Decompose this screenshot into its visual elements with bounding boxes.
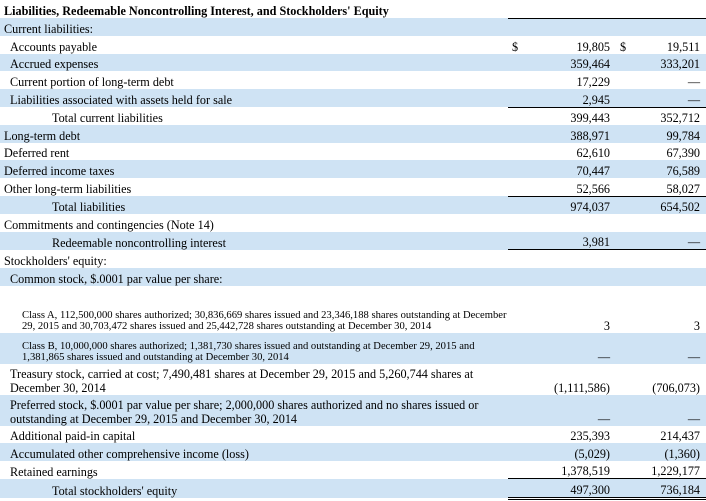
table-row xyxy=(0,426,706,444)
dollar-sign xyxy=(508,0,528,18)
table-row xyxy=(0,89,706,107)
row-label: Liabilities associated with assets held for sale xyxy=(0,89,508,107)
row-label: Other long-term liabilities xyxy=(4,182,132,197)
row-label: Retained earnings xyxy=(10,464,98,479)
dollar-sign xyxy=(508,461,528,479)
row-label: Redeemable noncontrolling interest xyxy=(0,232,508,250)
value-2014: (1,360) xyxy=(628,443,706,461)
value-2014: 1,229,177 xyxy=(628,461,706,479)
value-2015: 70,447 xyxy=(528,160,616,178)
dollar-sign xyxy=(616,232,628,250)
row-label: Additional paid-in capital xyxy=(10,429,136,444)
dollar-sign xyxy=(616,364,628,395)
table-row xyxy=(0,71,706,89)
value-2014: (706,073) xyxy=(652,380,700,395)
dollar-sign xyxy=(616,0,628,18)
table-row xyxy=(0,286,706,333)
dollar-sign xyxy=(508,107,528,125)
dollar-sign xyxy=(616,286,628,333)
dollar-sign xyxy=(508,250,528,268)
value-2015 xyxy=(528,0,616,18)
value-2014: — xyxy=(687,74,700,89)
dollar-sign xyxy=(508,232,528,250)
value-2015: 3,981 xyxy=(528,232,616,250)
row-label: Class A, 112,500,000 shares authorized; 30,836,669 shares issued and 23,346,188 shares outstanding at December 29, 2015 and 30,703,472 shares issued and 25,442,728 shares outstanding at December 30, 2014 xyxy=(22,309,507,332)
dollar-sign xyxy=(508,268,528,286)
dollar-sign xyxy=(616,54,628,72)
dollar-sign xyxy=(508,286,528,333)
value-2015: 19,805 xyxy=(576,39,610,54)
value-2014: 352,712 xyxy=(660,111,700,126)
value-2015: 399,443 xyxy=(570,111,610,126)
table-row xyxy=(0,0,706,18)
dollar-sign xyxy=(508,160,528,178)
dollar-sign xyxy=(508,71,528,89)
value-2015: 1,378,519 xyxy=(528,461,616,479)
value-2015: 3 xyxy=(603,318,610,333)
value-2014: — xyxy=(628,89,706,107)
dollar-sign xyxy=(508,426,528,444)
table-row xyxy=(0,461,706,479)
table-row xyxy=(0,333,706,364)
value-2014 xyxy=(628,268,706,286)
row-label: Commitments and contingencies (Note 14) xyxy=(4,217,214,232)
value-2014: 99,784 xyxy=(628,125,706,143)
table-row xyxy=(0,196,706,214)
dollar-sign xyxy=(508,443,528,461)
dollar-sign xyxy=(616,178,628,196)
dollar-sign xyxy=(616,18,628,36)
dollar-sign xyxy=(616,479,628,499)
value-2015: — xyxy=(528,395,616,426)
row-label: Stockholders' equity: xyxy=(4,253,107,268)
dollar-sign xyxy=(508,125,528,143)
table-row xyxy=(0,443,706,461)
table-row xyxy=(0,107,706,125)
value-2015: (5,029) xyxy=(528,443,616,461)
value-2015: 974,037 xyxy=(528,196,616,214)
value-2014: 58,027 xyxy=(628,178,706,196)
value-2014: 333,201 xyxy=(628,54,706,72)
table-row xyxy=(0,364,706,395)
dollar-sign xyxy=(616,395,628,426)
table-row xyxy=(0,232,706,250)
dollar-sign xyxy=(616,196,628,214)
dollar-sign xyxy=(616,426,628,444)
value-2015: 388,971 xyxy=(528,125,616,143)
value-2015: 17,229 xyxy=(576,74,610,89)
dollar-sign xyxy=(616,143,628,161)
table-row xyxy=(0,214,706,232)
value-2014: — xyxy=(628,333,706,364)
value-2015: (1,111,586) xyxy=(554,380,610,395)
value-2015: 52,566 xyxy=(528,178,616,196)
row-label: Long-term debt xyxy=(0,125,508,143)
row-label: Accrued expenses xyxy=(0,54,508,72)
value-2014: 19,511 xyxy=(666,39,700,54)
dollar-sign: $ xyxy=(620,39,627,54)
value-2014: — xyxy=(628,395,706,426)
value-2014: 67,390 xyxy=(666,146,700,161)
dollar-sign xyxy=(508,18,528,36)
table-row xyxy=(0,36,706,54)
row-label: Total liabilities xyxy=(0,196,508,214)
dollar-sign xyxy=(508,178,528,196)
value-2015 xyxy=(528,18,616,36)
row-label: Total current liabilities xyxy=(52,111,163,126)
value-2014 xyxy=(628,250,706,268)
dollar-sign xyxy=(616,125,628,143)
table-row xyxy=(0,178,706,196)
dollar-sign xyxy=(508,196,528,214)
row-label: Preferred stock, $.0001 par value per share; 2,000,000 shares authorized and no shares issued or outstanding at December 29, 2015 and December 30, 2014 xyxy=(0,395,508,426)
value-2015 xyxy=(528,214,616,232)
dollar-sign xyxy=(616,160,628,178)
row-label: Class B, 10,000,000 shares authorized; 1,381,730 shares issued and outstanding at December 29, 2015 and 1,381,865 shares issued and outstanding at December 30, 2014 xyxy=(0,333,508,364)
value-2014: 214,437 xyxy=(660,429,700,444)
row-label: Deferred rent xyxy=(4,146,70,161)
value-2015: 359,464 xyxy=(528,54,616,72)
value-2014 xyxy=(628,18,706,36)
dollar-sign xyxy=(616,89,628,107)
dollar-sign xyxy=(616,250,628,268)
dollar-sign xyxy=(508,143,528,161)
value-2014: 3 xyxy=(693,318,700,333)
value-2014: 654,502 xyxy=(628,196,706,214)
row-label: Accounts payable xyxy=(10,39,97,54)
dollar-sign xyxy=(508,214,528,232)
dollar-sign xyxy=(508,89,528,107)
value-2014 xyxy=(628,214,706,232)
table-row xyxy=(0,479,706,499)
value-2015: 62,610 xyxy=(576,146,610,161)
table-row xyxy=(0,268,706,286)
dollar-sign xyxy=(616,71,628,89)
table-row xyxy=(0,125,706,143)
dollar-sign xyxy=(508,364,528,395)
value-2015: — xyxy=(528,333,616,364)
value-2015: 497,300 xyxy=(528,479,616,499)
dollar-sign xyxy=(616,107,628,125)
dollar-sign xyxy=(508,54,528,72)
row-label: Treasury stock, carried at cost; 7,490,481 shares at December 29, 2015 and 5,260,744 shares at December 30, 2014 xyxy=(10,366,474,395)
dollar-sign: $ xyxy=(512,39,519,54)
dollar-sign xyxy=(508,395,528,426)
dollar-sign xyxy=(616,268,628,286)
row-label: Liabilities, Redeemable Noncontrolling Interest, and Stockholders' Equity xyxy=(4,4,389,19)
table-row xyxy=(0,395,706,426)
dollar-sign xyxy=(616,214,628,232)
value-2015: 2,945 xyxy=(528,89,616,107)
value-2014: 76,589 xyxy=(628,160,706,178)
row-label: Current liabilities: xyxy=(0,18,508,36)
table-row xyxy=(0,54,706,72)
value-2014 xyxy=(628,0,706,18)
row-label: Common stock, $.0001 par value per share: xyxy=(0,268,508,286)
value-2015 xyxy=(528,268,616,286)
row-label: Deferred income taxes xyxy=(0,160,508,178)
table-row xyxy=(0,18,706,36)
value-2014: 736,184 xyxy=(628,479,706,499)
table-row xyxy=(0,143,706,161)
value-2014: — xyxy=(628,232,706,250)
table-row xyxy=(0,160,706,178)
dollar-sign xyxy=(616,443,628,461)
row-label: Total stockholders' equity xyxy=(0,479,508,499)
value-2015 xyxy=(528,250,616,268)
dollar-sign xyxy=(508,333,528,364)
table-row xyxy=(0,250,706,268)
dollar-sign xyxy=(616,333,628,364)
row-label: Current portion of long-term debt xyxy=(10,74,174,89)
value-2015: 235,393 xyxy=(570,429,610,444)
dollar-sign xyxy=(616,461,628,479)
dollar-sign xyxy=(508,479,528,499)
row-label: Accumulated other comprehensive income (loss) xyxy=(0,443,508,461)
